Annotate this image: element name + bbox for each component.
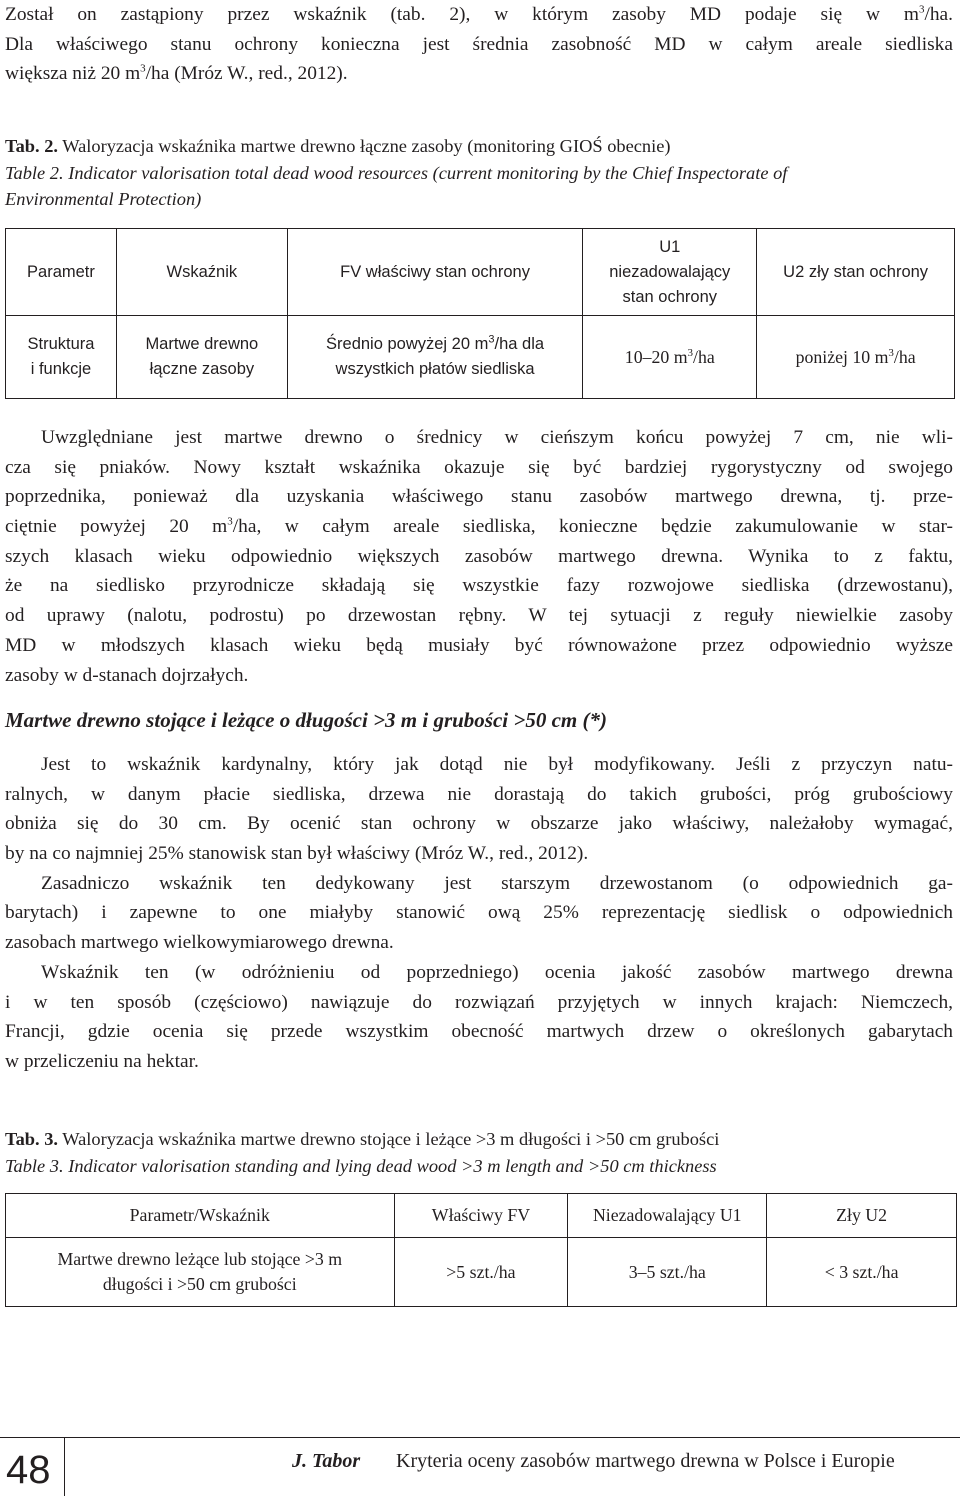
header-cell: [583, 229, 757, 316]
text: /ha (Mróz W., red., 2012).: [145, 63, 348, 85]
caption-pl: [5, 133, 955, 160]
header-cell: U2 zły stan ochrony: [757, 229, 955, 316]
cell-line: [294, 332, 577, 357]
paragraph-line: by na co najmniej 25% stanowisk stan był właściwy (Mróz W., red., 2012).: [5, 843, 589, 865]
table-cell: >5 szt./ha: [394, 1238, 568, 1307]
text: /ha dla: [494, 335, 545, 353]
text: Waloryzacja wskaźnika martwe drewno stojące i leżące >3 m długości i >50 cm grubości: [58, 1129, 720, 1149]
cell-line: łączne zasoby: [149, 360, 255, 378]
superscript: 3: [140, 62, 146, 75]
paragraph-line: barytach) i zapewne to one miałyby stanowić ową 25% reprezentację siedlisk o odpowiednich: [5, 902, 953, 924]
header-cell: Niezadowalający U1: [568, 1194, 767, 1238]
paragraph-line: zasoby w d-stanach dojrzałych.: [5, 664, 249, 686]
cell-line: Martwe drewno: [145, 335, 259, 353]
text: ciętnie powyżej 20 m: [5, 516, 228, 538]
header-cell: FV właściwy stan ochrony: [287, 229, 583, 316]
caption-label: Tab. 2.: [5, 136, 58, 156]
text: /ha: [693, 346, 715, 367]
caption-en: Table 3. Indicator valorisation standing and lying dead wood >3 m length and >50 cm thickness: [5, 1155, 717, 1176]
table-cell: 3–5 szt./ha: [568, 1238, 767, 1307]
body-paragraph: [5, 423, 953, 690]
table-header-row: [6, 1194, 957, 1238]
header-cell: Wskaźnik: [116, 229, 287, 316]
text: /ha: [893, 346, 916, 367]
table2: [5, 228, 955, 399]
cell-line: Struktura: [27, 335, 95, 353]
table-row: [6, 316, 955, 399]
table3: [5, 1193, 957, 1307]
superscript: 3: [687, 346, 694, 359]
table-cell: < 3 szt./ha: [767, 1238, 957, 1307]
paragraph-line: obniża się do 30 cm. By ocenić stan ochrony w obszarze jako właściwy, należałoby wymagać,: [5, 813, 953, 835]
caption-en: Table 2. Indicator valorisation total dead wood resources (current monitoring by the Chief Inspectorate of: [5, 162, 788, 183]
paragraph-line: cza się pniaków. Nowy kształt wskaźnika okazuje się być bardziej rygorystyczny od swojego: [5, 456, 953, 478]
paragraph-line: i w ten sposób (częściowo) nawiązuje do rozwiązań przyjętych w innych krajach: Niemczech,: [5, 991, 953, 1013]
header-cell: Parametr: [6, 229, 117, 316]
superscript: 3: [227, 515, 233, 528]
intro-line: Dla właściwego stanu ochrony konieczna jest średnia zasobność MD w całym areale siedliska: [5, 33, 953, 55]
caption-en: Environmental Protection): [5, 189, 202, 209]
text: /ha, w całym areale siedliska, konieczne będzie zakumulowanie w star-: [232, 516, 953, 538]
paragraph-line: poprzednika, ponieważ dla uzyskania właściwego stanu zasobów martwego drewna, tj. prze-: [5, 486, 953, 508]
header-line: stan ochrony: [622, 287, 718, 306]
page-number: 48: [6, 1448, 51, 1492]
header-cell: Zły U2: [767, 1194, 957, 1238]
cell-line: wszystkich płatów siedliska: [335, 360, 535, 378]
text: większa niż 20 m: [5, 63, 141, 85]
paragraph-line: Jest to wskaźnik kardynalny, który jak dotąd nie był modyfikowany. Jeśli z przyczyn natu-: [41, 754, 953, 775]
table-cell: [287, 316, 583, 399]
running-footer-author: J. Tabor: [292, 1450, 361, 1472]
paragraph-line: Uwzględniane jest martwe drewno o średnicy w cieńszym końcu powyżej 7 cm, nie wli-: [41, 427, 953, 448]
cell-line: i funkcje: [30, 360, 92, 378]
cell-line: Martwe drewno leżące lub stojące >3 m: [57, 1249, 343, 1269]
superscript: 3: [888, 346, 894, 359]
caption-pl: [5, 1126, 955, 1153]
paragraph-line: od uprawy (nalotu, podrostu) po drzewostan rębny. W tej sytuacji z reguły niewielkie zasoby: [5, 605, 953, 627]
cell-line: długości i >50 cm grubości: [102, 1274, 297, 1294]
paragraph-line: Wskaźnik ten (w odróżnieniu od poprzedniego) ocenia jakość zasobów martwego drewna: [41, 961, 953, 983]
table-header-row: [6, 229, 955, 316]
table-cell: [757, 316, 955, 399]
table-row: [6, 1238, 957, 1307]
paragraph-line: Zasadniczo wskaźnik ten dedykowany jest starszym drzewostanom (o odpowiednich ga-: [41, 872, 953, 894]
text: Waloryzacja wskaźnika martwe drewno łączne zasoby (monitoring GIOŚ obecnie): [58, 136, 671, 156]
table-cell: [6, 1238, 395, 1307]
paragraph-line: [5, 512, 953, 542]
header-cell: Właściwy FV: [394, 1194, 568, 1238]
text: 10–20 m: [624, 346, 688, 367]
header-cell: Parametr/Wskaźnik: [6, 1194, 395, 1238]
paragraph-line: szych klasach wieku odpowiednio większych zasobów martwego drewna. Wynika to z faktu,: [5, 545, 953, 567]
superscript: 3: [918, 3, 925, 16]
paragraph-line: Francji, gdzie ocenia się przede wszystkim obecność martwych drzew o określonych gabarytach: [5, 1021, 953, 1043]
intro-paragraph: [5, 0, 953, 89]
header-line: U1: [659, 237, 681, 256]
paragraph-line: ralnych, w danym płacie siedliska, drzewa nie dorastają do takich grubości, próg grubościowy: [5, 783, 953, 805]
header-line: niezadowalający: [609, 262, 731, 281]
body-paragraph: [5, 750, 953, 1077]
table-cell: [6, 316, 117, 399]
intro-line: [5, 0, 953, 30]
text: poniżej 10 m: [795, 346, 889, 367]
intro-line: [5, 59, 953, 89]
table2-caption: [5, 133, 955, 213]
running-footer-title: Kryteria oceny zasobów martwego drewna w Polsce i Europie: [396, 1450, 895, 1472]
text: Został on zastąpiony przez wskaźnik (tab. 2), w którym zasoby MD podaje się w m: [5, 4, 919, 25]
text: /ha.: [924, 4, 953, 25]
text: Średnio powyżej 20 m: [326, 335, 489, 353]
footer-divider: [0, 1437, 960, 1438]
table-cell: [583, 316, 757, 399]
superscript: 3: [488, 333, 495, 346]
paragraph-line: w przeliczeniu na hektar.: [5, 1050, 199, 1072]
paragraph-line: zasobach martwego wielkowymiarowego drewna.: [5, 932, 394, 954]
caption-label: Tab. 3.: [5, 1129, 58, 1149]
paragraph-line: MD w młodszych klasach wieku będą musiały być równoważone przez odpowiednio wyższe: [5, 634, 953, 656]
table-cell: [116, 316, 287, 399]
section-heading: Martwe drewno stojące i leżące o długości >3 m i grubości >50 cm (*): [5, 708, 607, 732]
footer-vertical-divider: [64, 1437, 65, 1496]
paragraph-line: że na siedlisko przyrodnicze składają się wszystkie fazy rozwojowe siedliska (drzewostanu),: [5, 575, 953, 597]
table3-caption: [5, 1126, 955, 1179]
